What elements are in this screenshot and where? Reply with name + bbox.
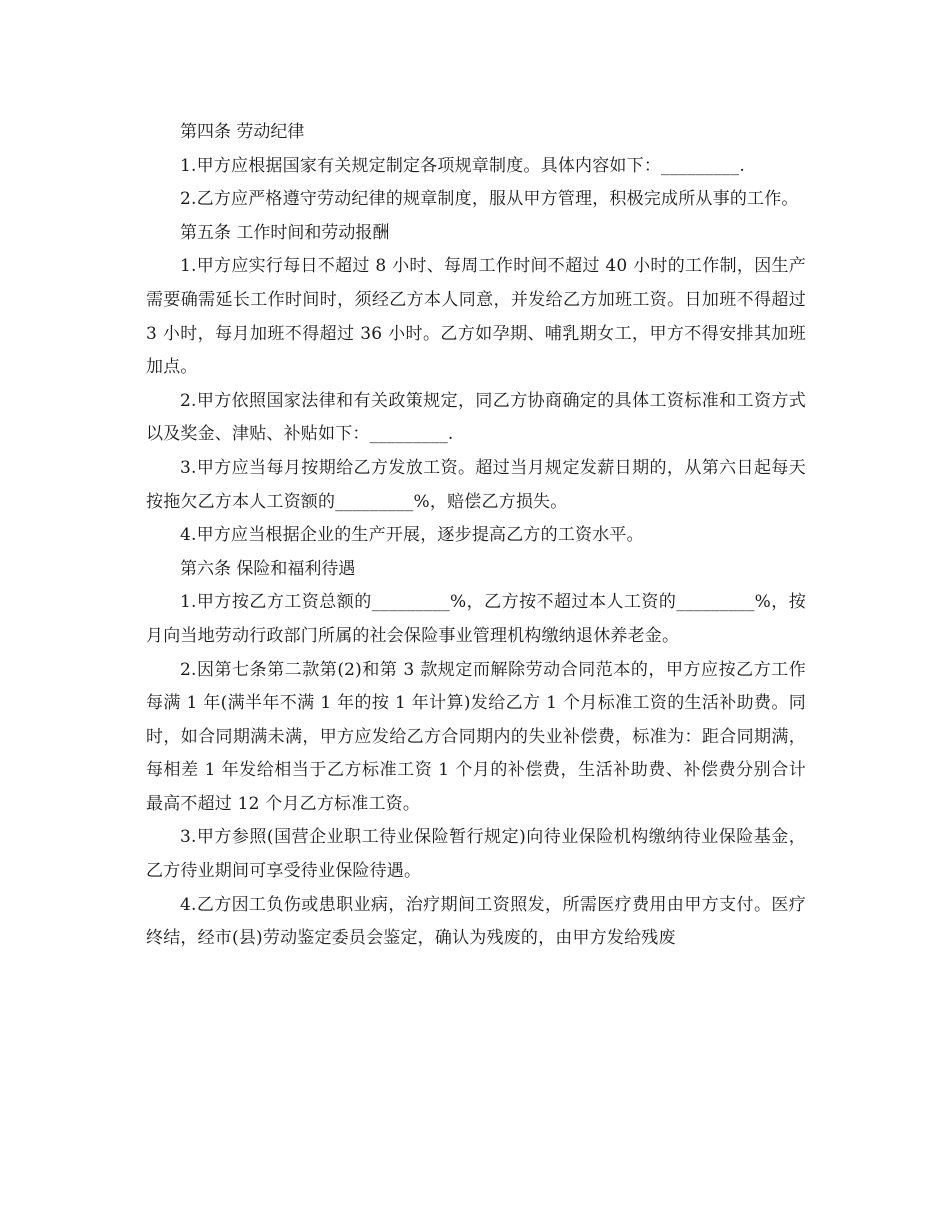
section-5-item-2: 2.甲方依照国家法律和有关政策规定，同乙方协商确定的具体工资标准和工资方式以及奖金、津贴、补贴如下：_________. [146, 390, 806, 445]
section-5-item-4: 4.甲方应当根据企业的生产开展，逐步提高乙方的工资水平。 [180, 525, 644, 546]
section-6-heading: 第六条 保险和福利待遇 [180, 558, 356, 579]
section-4-item-1: 1.甲方应根据国家有关规定制定各项规章制度。具体内容如下：_________. [180, 155, 745, 176]
section-5-item-3: 3.甲方应当每月按期给乙方发放工资。超过当月规定发薪日期的，从第六日起每天按拖欠乙方本人工资额的_________%，赔偿乙方损失。 [146, 457, 806, 512]
section-4-heading: 第四条 劳动纪律 [180, 122, 305, 142]
section-4-item-2: 2.乙方应严格遵守劳动纪律的规章制度，服从甲方管理，积极完成所从事的工作。 [180, 189, 799, 210]
document-page [146, 116, 812, 956]
section-6-item-4: 4.乙方因工负伤或患职业病，治疗期间工资照发，所需医疗费用由甲方支付。医疗终结，经市(县)劳动鉴定委员会鉴定，确认为残废的，由甲方发给残废 [146, 894, 806, 949]
section-5-item-1: 1.甲方应实行每日不超过 8 小时、每周工作时间不超过 40 小时的工作制，因生产需要确需延长工作时间时，须经乙方本人同意，并发给乙方加班工资。日加班不得超过 3 小时，每月加班不得超过 36 小时。乙方如孕期、哺乳期女工，甲方不得安排其加班加点。 [146, 256, 812, 378]
section-5-heading: 第五条 工作时间和劳动报酬 [180, 222, 390, 243]
section-6-item-1: 1.甲方按乙方工资总额的_________%，乙方按不超过本人工资的_________%，按月向当地劳动行政部门所属的社会保险事业管理机构缴纳退休养老金。 [146, 592, 806, 646]
section-6-item-3: 3.甲方参照(国营企业职工待业保险暂行规定)向待业保险机构缴纳待业保险基金，乙方待业期间可享受待业保险待遇。 [146, 827, 806, 882]
section-6-item-2: 2.因第七条第二款第(2)和第 3 款规定而解除劳动合同范本的，甲方应按乙方工作每满 1 年(满半年不满 1 年的按 1 年计算)发给乙方 1 个月标准工资的生活补助费。同时，如合同期满未满，甲方应发给乙方合同期内的失业补偿费，标准为：距合同期满，每相差 1 年发给相当于乙方标准工资 1 个月的补偿费，生活补助费、补偿费分别合计最高不超过 12 个月乙方标准工资。 [146, 659, 806, 814]
